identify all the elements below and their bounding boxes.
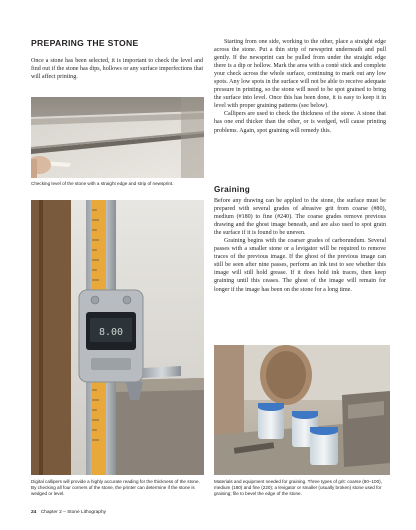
- photo4-caption: Materials and equipment needed for graining. Three types of grit: coarse (80–100), medium (180) and fine (220); a levigator or smaller (usually broken) stone used for graining; file to bevel the edge of the stone.: [214, 479, 382, 497]
- intro-paragraph: [31, 57, 203, 81]
- chapter-title: Chapter 2 – Stone Lithography: [40, 510, 107, 515]
- photo-straight-edge: [31, 97, 204, 178]
- right-column-text: [214, 38, 386, 135]
- graining-paragraph-1: Before any drawing can be applied to the stone, the surface must be prepared with several grades of abrasive grit from coarse (#80), medium (#180) to fine (#240). The coarse grades remove previous drawing and the ghost image beneath, and are also used to spot grain the surface if it is found to be uneven.: [214, 198, 386, 237]
- photo-graining-materials: [214, 345, 390, 475]
- graining-text: [214, 197, 386, 294]
- svg-text:8.00: 8.00: [98, 327, 124, 338]
- page-footer: [31, 510, 106, 515]
- photo3-caption: Digital callipers will provide a highly accurate reading for the thickness of the stone. By checking all four corners of the stone, the printer can determine if the stone is wedged or level.: [31, 479, 200, 497]
- callipers-paragraph: Callipers are used to check the thickness of the stone. A stone that has one end thicker than the other, or is wedged, will cause printing problems. Again, spot graining will remedy this.: [214, 111, 386, 134]
- section-title-preparing: PREPARING THE STONE: [31, 38, 139, 48]
- straight-edge-paragraph: Starting from one side, working to the other, place a straight edge across the stone. Put a thin strip of newsprint underneath and pull gently. If the newsprint can be pulled from under the straight edge there is a dip or hollow. Mark the area with a conté stick and complete your check across the whole surface, continuing to mark out any low spots. Any low spots in the surface will not be able to receive adequate pressure in printing, so the stone will need to be spot grained to bring the surface into level. Once this has been done, it is easy to keep it in level with proper graining patterns (see below).: [214, 39, 386, 110]
- photo1-caption: Checking level of the stone with a straight edge and strip of newsprint.: [31, 181, 174, 186]
- section-title-graining: Graining: [214, 185, 251, 194]
- graining-paragraph-2: Graining begins with the coarser grades of carborundum. Several passes with a smaller stone or a levigator will be required to remove traces of the previous image. If the ghost of the previous image can still be seen after nine passes, perform an ink test to see whether this image will still hold grease. If it does hold ink traces, then keep graining until this ceases. The ghost of the image will remain for longer if the image has been on the stone for a long time.: [214, 238, 386, 293]
- intro-text: Once a stone has been selected, it is important to check the level and find out if the stone has dips, hollows or any surface imperfections that will affect printing.: [31, 58, 203, 81]
- photo-digital-callipers: [31, 200, 204, 475]
- page-number: 24: [31, 510, 37, 515]
